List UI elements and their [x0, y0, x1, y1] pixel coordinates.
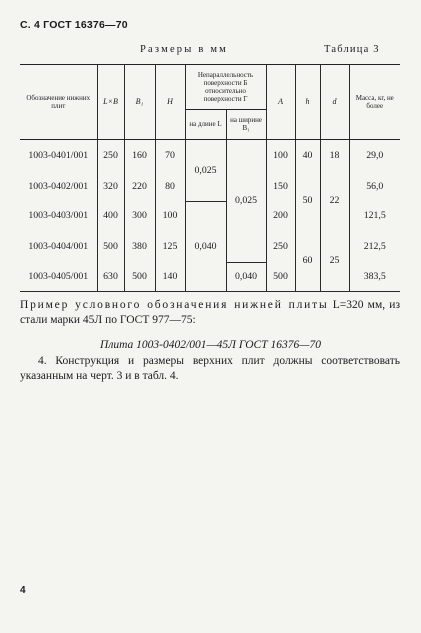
row5-lb: 630 [97, 262, 124, 291]
row4-lb: 500 [97, 231, 124, 262]
row1-b1: 160 [124, 139, 155, 170]
row2-lb: 320 [97, 171, 124, 201]
row5-mass: 383,5 [349, 262, 400, 291]
nonpar-wid-1: 0,025 [226, 139, 266, 262]
units-caption: Размеры в мм [140, 44, 229, 55]
example-formula: Плита 1003-0402/001—45Л ГОСТ 16376—70 [100, 339, 321, 351]
row4-h: 125 [155, 231, 185, 262]
row1-h: 70 [155, 139, 185, 170]
row2-hh: 50 [295, 171, 320, 231]
col-d: d [320, 65, 349, 140]
row4-mass: 212,5 [349, 231, 400, 262]
example-rest: L=320 мм, из стали марки 45Л по ГОСТ 977—75: [20, 299, 401, 326]
row4-d: 25 [320, 231, 349, 292]
nonpar-wid-2: 0,040 [226, 262, 266, 291]
table-title: Таблица 3 [324, 44, 380, 55]
row1-lb: 250 [97, 139, 124, 170]
row4-a: 250 [266, 231, 295, 262]
row2-h: 80 [155, 171, 185, 201]
row4-hh: 60 [295, 231, 320, 292]
col-b1: B₁ [124, 65, 155, 140]
row5-designation: 1003-0405/001 [20, 262, 97, 291]
row4-b1: 380 [124, 231, 155, 262]
col-nonparallel-group: Непараллельность поверхности Б относительно поверхности Г [185, 65, 266, 110]
paragraph-4: 4. Конструкция и размеры верхних плит должны соответствовать указанным на черт. 3 и в табл. 4. [20, 355, 400, 382]
col-h: H [155, 65, 185, 140]
row5-b1: 500 [124, 262, 155, 291]
nonpar-len-2: 0,040 [185, 201, 226, 291]
row3-lb: 400 [97, 201, 124, 230]
col-a: A [266, 65, 295, 140]
dimensions-table [20, 64, 400, 292]
row2-d: 22 [320, 171, 349, 231]
row2-mass: 56,0 [349, 171, 400, 201]
row1-hh: 40 [295, 139, 320, 170]
row3-b1: 300 [124, 201, 155, 230]
row3-designation: 1003-0403/001 [20, 201, 97, 230]
col-h-small: h [295, 65, 320, 140]
example-lead: Пример условного обозначения нижней плиты [20, 299, 329, 311]
row5-h: 140 [155, 262, 185, 291]
row1-a: 100 [266, 139, 295, 170]
row4-designation: 1003-0404/001 [20, 231, 97, 262]
row3-h: 100 [155, 201, 185, 230]
row2-a: 150 [266, 171, 295, 201]
col-mass: Масса, кг, не более [349, 65, 400, 140]
row1-designation: 1003-0401/001 [20, 139, 97, 170]
col-lb: L×B [97, 65, 124, 140]
col-nonparallel-length: на длине L [185, 109, 226, 139]
row5-a: 500 [266, 262, 295, 291]
row3-a: 200 [266, 201, 295, 230]
page-number: 4 [20, 585, 26, 596]
nonpar-len-1: 0,025 [185, 139, 226, 201]
row1-mass: 29,0 [349, 139, 400, 170]
row2-b1: 220 [124, 171, 155, 201]
row2-designation: 1003-0402/001 [20, 171, 97, 201]
row3-mass: 121,5 [349, 201, 400, 230]
page-header: С. 4 ГОСТ 16376—70 [20, 19, 128, 31]
example-paragraph [20, 298, 400, 328]
row1-d: 18 [320, 139, 349, 170]
col-designation: Обозначение нижних плит [20, 65, 97, 140]
col-nonparallel-width: на ширине B₁ [226, 109, 266, 139]
